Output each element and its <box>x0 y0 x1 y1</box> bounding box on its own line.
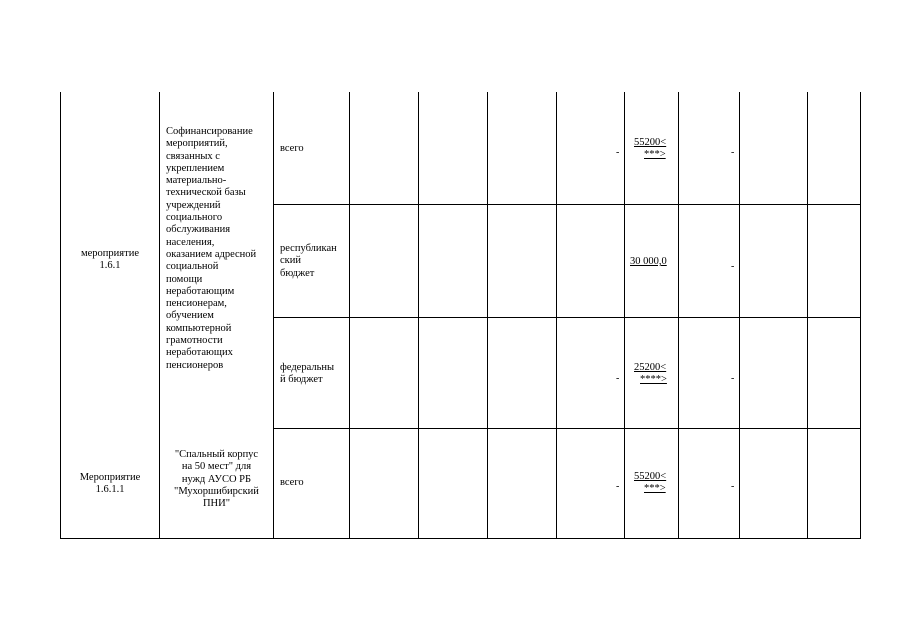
row-divider <box>273 428 861 429</box>
empty-value-dash: - <box>616 481 620 492</box>
funding-source-label: всего <box>280 477 304 488</box>
table-right-border <box>860 92 861 538</box>
event-description: "Спальный корпус на 50 мест" для нужд АУСО РБ "Мухоршибирский ПНИ" <box>174 449 259 510</box>
column-divider <box>418 92 419 538</box>
empty-value-dash: - <box>616 147 620 158</box>
column-divider <box>624 92 625 538</box>
empty-value-dash: - <box>731 147 735 158</box>
funding-source-label: федеральны й бюджет <box>280 362 335 386</box>
event-name: Мероприятие 1.6.1.1 <box>79 472 141 496</box>
column-divider <box>807 92 808 538</box>
event-name: мероприятие 1.6.1 <box>81 248 139 272</box>
funding-source-label: всего <box>280 143 304 154</box>
column-divider <box>487 92 488 538</box>
column-divider <box>678 92 679 538</box>
row-divider <box>273 317 861 318</box>
column-divider <box>349 92 350 538</box>
empty-value-dash: - <box>616 373 620 384</box>
funding-value-link[interactable]: 30 000,0 <box>630 256 667 267</box>
table-bottom-border <box>60 538 861 539</box>
column-divider <box>739 92 740 538</box>
column-divider <box>556 92 557 538</box>
row-divider <box>273 204 861 205</box>
empty-value-dash: - <box>731 261 735 272</box>
event-description: Софинансирование мероприятий, связанных с укреплением материально- технической базы учреждений социального обслуживания населения, оказанием адресной социальной помощи неработающим пенсионерам, обучением компьютерной грамотности неработающих пенсионеров <box>166 126 257 371</box>
column-divider <box>273 92 274 538</box>
funding-value-link[interactable]: 55200< ***> <box>634 137 667 160</box>
funding-source-label: республикан ский бюджет <box>280 243 337 279</box>
empty-value-dash: - <box>731 373 735 384</box>
empty-value-dash: - <box>731 481 735 492</box>
funding-value-link[interactable]: 25200< ****> <box>634 362 667 385</box>
funding-value-link[interactable]: 55200< ***> <box>634 471 667 494</box>
